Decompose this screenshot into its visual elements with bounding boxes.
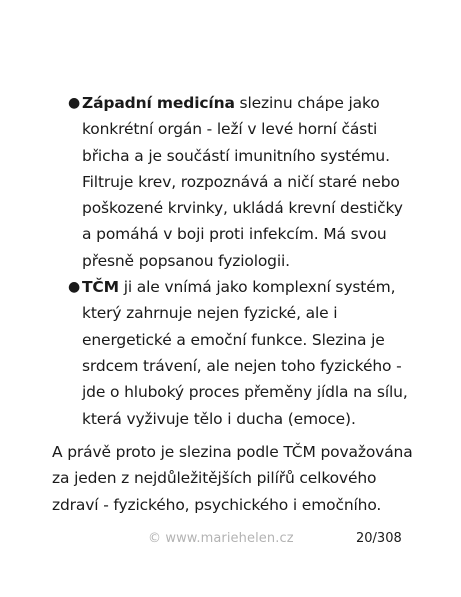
- bullet-text: ji ale vnímá jako komplexní systém, který zahrnuje nejen fyzické, ale i energetické a emoční funkce. Slezina je srdcem trávení, ale nejen toho fyzického - jde o hluboký proces přeměny jídla na sílu, která vyživuje tělo i ducha (emoce).: [82, 278, 408, 428]
- footer-copyright: © www.mariehelen.cz: [148, 531, 294, 546]
- bullet-list: [68, 90, 413, 432]
- list-item: [68, 274, 413, 432]
- body-paragraph: A právě proto je slezina podle TČM považována za jeden z nejdůležitějších pilířů celkového zdraví - fyzického, psychického i emočního.: [52, 443, 413, 514]
- page-number: 20/308: [356, 531, 402, 546]
- bullet-icon: ●: [68, 95, 81, 111]
- bullet-text: slezinu chápe jako konkrétní orgán - leží v levé horní části břicha a je součástí imunitního systému. Filtruje krev, rozpoznává a ničí staré nebo poškozené krvinky, ukládá krevní destičky a pomáhá v boji proti infekcím. Má svou přesně popsanou fyziologii.: [82, 94, 403, 270]
- bullet-bold-term: Západní medicína: [82, 94, 235, 112]
- bullet-icon: ●: [68, 279, 81, 296]
- bullet-bold-term: TČM: [82, 278, 119, 297]
- list-item: [68, 90, 413, 274]
